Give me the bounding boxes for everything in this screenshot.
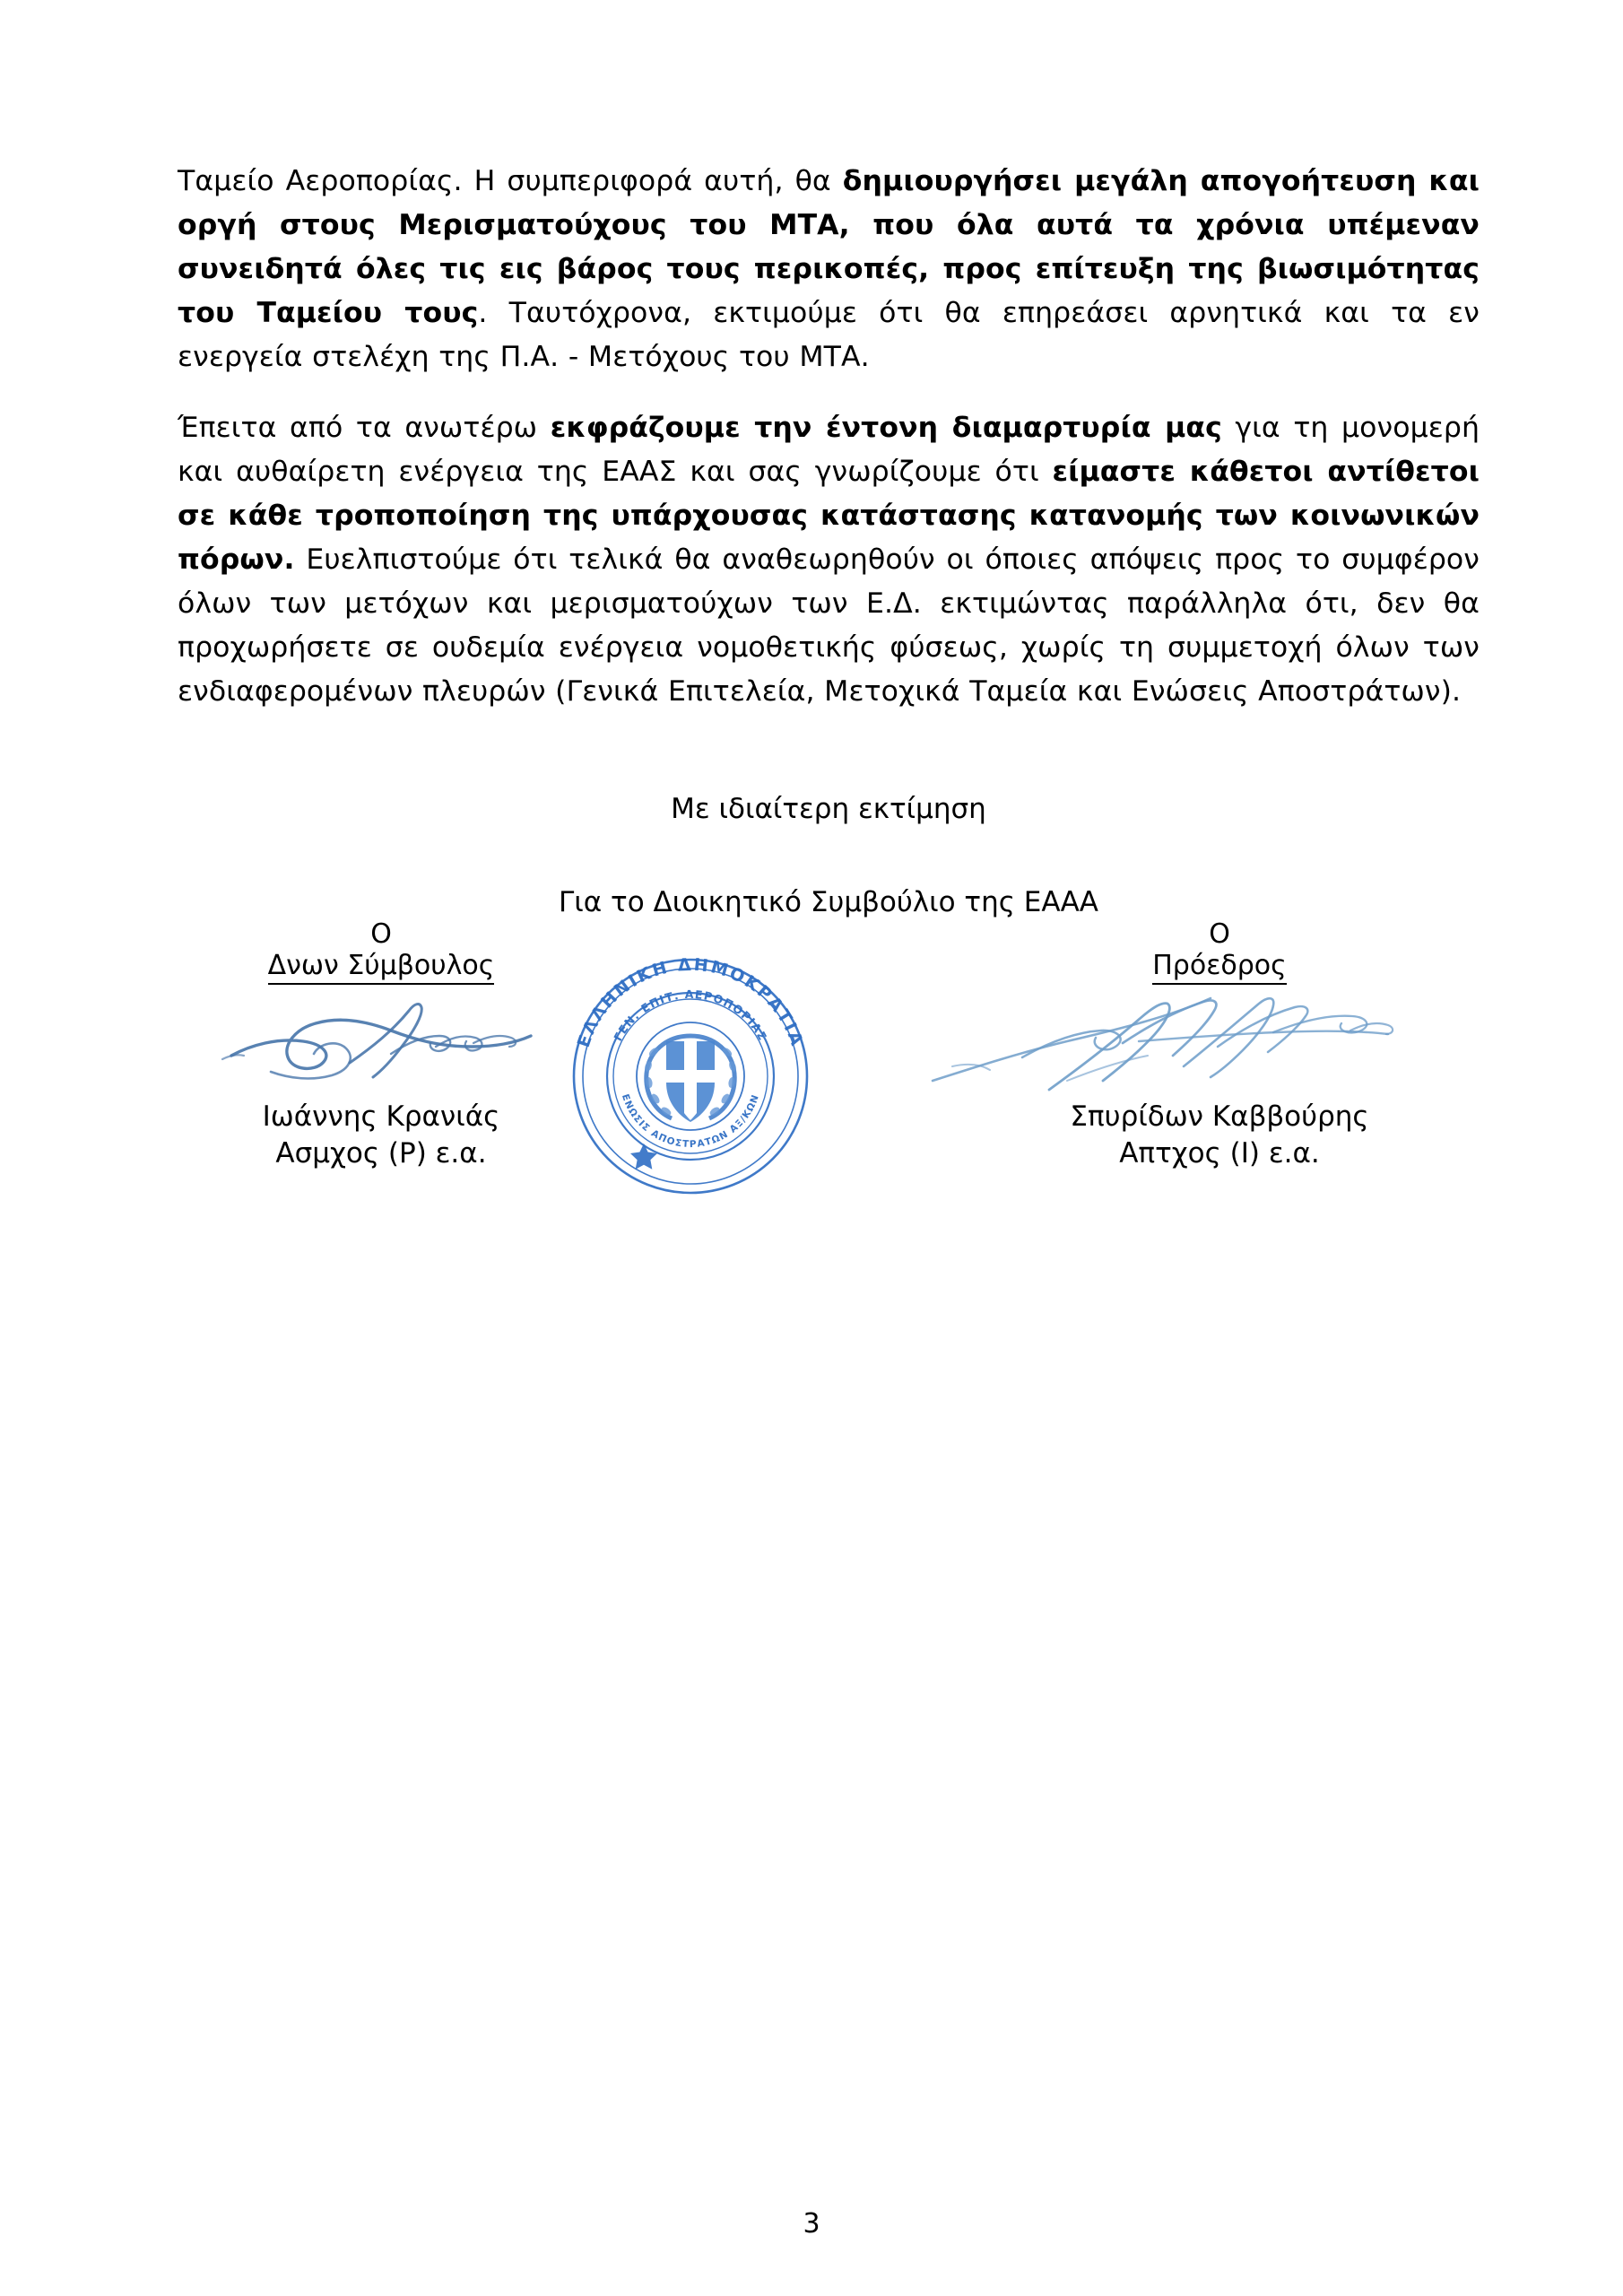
page-number: 3 bbox=[803, 2208, 820, 2239]
paragraph-1 bbox=[178, 160, 1480, 379]
paragraph-2-run-0: Έπειτα από τα ανωτέρω bbox=[178, 412, 551, 444]
signature-mark-left bbox=[215, 991, 547, 1090]
signature-mark-right bbox=[915, 980, 1417, 1097]
stamp-outer-text: ΕΛΛΗΝΙΚΗ ΔΗΜΟΚΡΑΤΙΑ bbox=[573, 954, 808, 1050]
stamp-star-icon bbox=[630, 1144, 657, 1170]
signature-left-name: Ιωάννης Κρανιάς bbox=[262, 1100, 500, 1133]
signature-block-left bbox=[202, 919, 560, 985]
closing-regards: Με ιδιαίτερη εκτίμηση bbox=[671, 793, 986, 825]
paragraph-2-run-1: εκφράζουμε την έντονη διαμαρτυρία μας bbox=[550, 412, 1222, 444]
paragraph-1-run-0: Ταμείο Αεροπορίας. Η συμπεριφορά αυτή, θα bbox=[178, 165, 843, 197]
paragraph-2-run-3: είμαστε κάθετοι αντίθετοι σε κάθε τροποποίηση της υπάρχουσας κατάστασης κατανομής των κοινωνικών πόρων. bbox=[178, 456, 1480, 576]
official-stamp bbox=[560, 946, 820, 1206]
signature-left-role: Δνων Σύμβουλος bbox=[268, 950, 495, 985]
signature-right-role: Πρόεδρος bbox=[1152, 950, 1287, 985]
closing-on-behalf-of: Για το Διοικητικό Συμβούλιο της ΕΑΑΑ bbox=[558, 886, 1098, 918]
signature-left-article: Ο bbox=[370, 918, 392, 950]
signature-right-name: Σπυρίδων Καββούρης bbox=[1070, 1100, 1369, 1133]
greek-shield-icon bbox=[666, 1041, 715, 1122]
signature-block-right bbox=[1040, 919, 1399, 985]
paragraph-2 bbox=[178, 406, 1480, 714]
signature-right-rank: Απτχος (Ι) ε.α. bbox=[1119, 1137, 1320, 1170]
paragraph-2-run-2: για τη μονομερή και αυθαίρετη ενέργεια της ΕΑΑΣ και σας γνωρίζουμε ότι bbox=[178, 412, 1480, 488]
stamp-inner-text-bottom: ΕΝΩΣΙΣ ΑΠΟΣΤΡΑΤΩΝ ΑΞ/ΚΩΝ bbox=[619, 1092, 762, 1151]
signature-right-article: Ο bbox=[1209, 918, 1230, 950]
signature-left-rank: Ασμχος (Ρ) ε.α. bbox=[275, 1137, 487, 1170]
paragraph-1-run-2: . Ταυτόχρονα, εκτιμούμε ότι θα επηρεάσει αρνητικά και τα εν ενεργεία στελέχη της Π.Α. - Μετόχους του ΜΤΑ. bbox=[178, 297, 1480, 373]
closing-block bbox=[178, 789, 1480, 922]
signature-area bbox=[135, 919, 1515, 1206]
document-body bbox=[178, 160, 1480, 714]
signature-right-name-block bbox=[1040, 1099, 1399, 1172]
paragraph-1-run-1: δημιουργήσει μεγάλη απογοήτευση και οργή στους Μερισματούχους του ΜΤΑ, που όλα αυτά τα χρόνια υπέμεναν συνειδητά όλες τις εις βάρος τους περικοπές, προς επίτευξη της βιωσιμότητας του Ταμείου τους bbox=[178, 165, 1480, 329]
paragraph-2-run-4: Ευελπιστούμε ότι τελικά θα αναθεωρηθούν οι όποιες απόψεις προς το συμφέρον όλων των μετόχων και μερισματούχων των Ε.Δ. εκτιμώντας παράλληλα ότι, δεν θα προχωρήσετε σε ουδεμία ενέργεια νομοθετικής φύσεως, χωρίς τη συμμετοχή όλων των ενδιαφερομένων πλευρών (Γενικά Επιτελεία, Μετοχικά Ταμεία και Ενώσεις Αποστράτων). bbox=[178, 544, 1480, 708]
stamp-inner-text-top: ΓΕΝ. ΕΠΙΤ. ΑΕΡΟΠΟΡΙΑΣ bbox=[611, 987, 770, 1044]
signature-left-name-block bbox=[202, 1099, 560, 1172]
